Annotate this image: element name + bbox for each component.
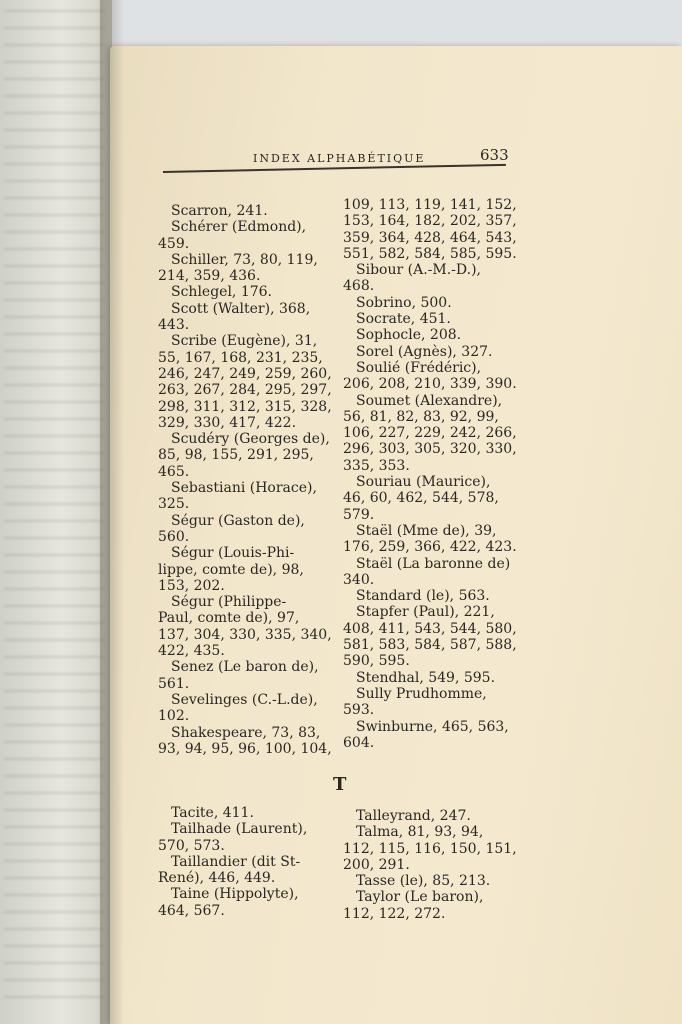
index-line: 340.	[343, 571, 375, 588]
index-line: Talleyrand, 247.	[356, 808, 471, 824]
index-line: 408, 411, 543, 544, 580,	[343, 620, 517, 637]
index-line: Taylor (Le baron),	[356, 889, 484, 906]
index-line: 335, 353.	[343, 457, 410, 474]
index-line: 137, 304, 330, 335, 340,	[158, 626, 332, 643]
index-line: 325.	[158, 496, 190, 513]
index-line: Scudéry (Georges de),	[171, 431, 330, 448]
index-line: Soumet (Alexandre),	[356, 392, 503, 409]
index-line: Schiller, 73, 80, 119,	[171, 251, 318, 268]
index-line: 459.	[158, 235, 190, 252]
index-line: Staël (Mme de), 39,	[356, 522, 497, 539]
index-line: 593.	[343, 702, 375, 719]
index-line: Sophocle, 208.	[356, 327, 462, 344]
index-line: 153, 164, 182, 202, 357,	[343, 213, 517, 230]
running-head: INDEX ALPHABÉTIQUE	[253, 152, 426, 165]
book-gutter	[100, 0, 124, 1024]
index-line: Taillandier (dit St-	[171, 853, 301, 870]
index-line: Scarron, 241.	[171, 203, 268, 219]
index-line: 109, 113, 119, 141, 152,	[343, 197, 517, 213]
index-line: 581, 583, 584, 587, 588,	[343, 637, 517, 654]
index-line: Sorel (Agnès), 327.	[356, 343, 493, 360]
index-column-2	[343, 197, 528, 751]
index-line: 604.	[343, 734, 375, 751]
index-line: 359, 364, 428, 464, 543,	[343, 229, 517, 246]
index-line: 46, 60, 462, 544, 578,	[343, 490, 499, 507]
index-line: 464, 567.	[158, 902, 225, 919]
index-line: Scott (Walter), 368,	[171, 300, 311, 317]
index-line: 55, 167, 168, 231, 235,	[158, 349, 323, 366]
index-line: 112, 122, 272.	[343, 905, 446, 922]
index-line: 298, 311, 312, 315, 328,	[158, 398, 332, 415]
index-line: Soulié (Frédéric),	[356, 359, 482, 376]
index-line: Tailhade (Laurent),	[171, 821, 308, 838]
index-line: 200, 291.	[343, 856, 410, 873]
index-column-4	[343, 808, 538, 922]
index-line: Sibour (A.-M.-D.),	[356, 262, 481, 279]
index-line: 85, 98, 155, 291, 295,	[158, 447, 314, 464]
index-line: Schlegel, 176.	[171, 284, 273, 301]
index-line: 551, 582, 584, 585, 595.	[343, 245, 517, 262]
index-line: 590, 595.	[343, 653, 410, 670]
index-line: Tasse (le), 85, 213.	[356, 873, 491, 890]
index-line: 102.	[158, 708, 190, 725]
index-line: 56, 81, 82, 83, 92, 99,	[343, 408, 499, 425]
page-number: 633	[480, 146, 509, 164]
index-column-1	[158, 203, 336, 757]
facing-page	[0, 0, 112, 1024]
index-line: Taine (Hippolyte),	[171, 886, 299, 903]
index-line: 153, 202.	[158, 577, 225, 594]
index-line: 561.	[158, 675, 190, 692]
section-letter: T	[333, 774, 347, 795]
index-line: Standard (le), 563.	[356, 588, 490, 605]
index-line: Sebastiani (Horace),	[171, 480, 317, 497]
index-line: 560.	[158, 528, 190, 545]
index-line: René), 446, 449.	[158, 870, 276, 887]
index-line: 422, 435.	[158, 643, 225, 660]
index-line: Ségur (Gaston de),	[171, 512, 305, 529]
index-line: Schérer (Edmond),	[171, 219, 307, 236]
index-line: Shakespeare, 73, 83,	[171, 724, 321, 741]
index-column-3	[158, 805, 336, 919]
index-line: 176, 259, 366, 422, 423.	[343, 539, 517, 556]
index-line: Senez (Le baron de),	[171, 659, 319, 676]
index-line: 246, 247, 249, 259, 260,	[158, 365, 332, 382]
index-line: 443.	[158, 317, 190, 334]
index-line: 263, 267, 284, 295, 297,	[158, 382, 332, 399]
index-line: 465.	[158, 463, 190, 480]
index-line: Staël (La baronne de)	[356, 555, 511, 572]
index-line: Paul, comte de), 97,	[158, 610, 300, 627]
index-line: Sevelinges (C.-L.de),	[171, 691, 318, 708]
index-line: Sully Prudhomme,	[356, 685, 487, 702]
index-line: Socrate, 451.	[356, 311, 451, 328]
index-line: 214, 359, 436.	[158, 268, 261, 285]
index-line: 329, 330, 417, 422.	[158, 414, 297, 431]
index-line: Stendhal, 549, 595.	[356, 669, 496, 686]
index-line: Tacite, 411.	[171, 805, 254, 821]
index-line: 93, 94, 95, 96, 100, 104,	[158, 740, 332, 757]
index-line: lippe, comte de), 98,	[158, 561, 304, 578]
index-line: Scribe (Eugène), 31,	[171, 333, 318, 350]
index-line: 112, 115, 116, 150, 151,	[343, 840, 517, 857]
index-line: 579.	[343, 506, 375, 523]
index-line: 206, 208, 210, 339, 390.	[343, 376, 517, 393]
index-line: Stapfer (Paul), 221,	[356, 604, 495, 621]
index-line: Talma, 81, 93, 94,	[356, 824, 484, 841]
index-line: Swinburne, 465, 563,	[356, 718, 509, 735]
index-line: 570, 573.	[158, 837, 225, 854]
index-line: 468.	[343, 278, 375, 295]
index-line: Souriau (Maurice),	[356, 474, 491, 491]
index-line: 296, 303, 305, 320, 330,	[343, 441, 517, 458]
index-line: Sobrino, 500.	[356, 294, 452, 311]
facing-page-text	[4, 10, 104, 1010]
index-line: Ségur (Philippe-	[171, 594, 287, 611]
index-line: 106, 227, 229, 242, 266,	[343, 425, 517, 442]
index-line: Ségur (Louis-Phi-	[171, 545, 295, 562]
